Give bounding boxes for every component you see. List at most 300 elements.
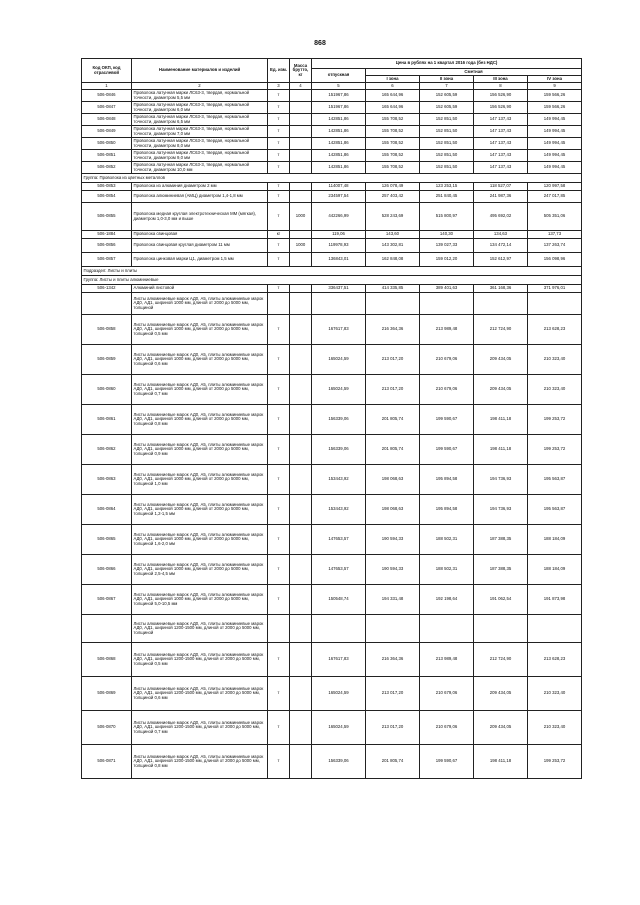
zone-4-price-cell: 188 184,09 (528, 555, 582, 585)
code-cell: 506-0850 (82, 138, 132, 150)
unit-cell: т (268, 183, 290, 191)
table-row (82, 90, 582, 102)
zone-3-price-cell: 147 137,43 (474, 162, 528, 174)
mass-cell (290, 375, 312, 405)
mass-cell (290, 253, 312, 267)
zone-3-price-cell: 191 062,54 (474, 585, 528, 615)
table-row (82, 150, 582, 162)
name-cell: Проволока латунная марки ЛС63-3, твердая, нормальной точности, диаметром 10,0 мм (132, 162, 268, 174)
name-cell: Листы алюминиевые марок АД0, А5, плиты алюминиевые марок АД0, АД1, шириной 1000 мм, длиной от 2000 до 5000 мм, толщиной 5,0-10,5 мм (132, 585, 268, 615)
table-row (82, 405, 582, 435)
page-number: 868 (314, 40, 326, 47)
code-cell: 506-0846 (82, 90, 132, 102)
group-row (82, 267, 582, 276)
unit-cell: т (268, 315, 290, 345)
table-body (82, 90, 582, 779)
unit-cell: т (268, 711, 290, 745)
zone-2-price-cell (420, 293, 474, 315)
zone-2-price-cell: 140,30 (420, 231, 474, 239)
zone-4-price-cell: 156 098,96 (528, 253, 582, 267)
release-price-cell: 442266,99 (312, 203, 366, 231)
mass-cell (290, 150, 312, 162)
release-price-cell: 165024,59 (312, 375, 366, 405)
mass-cell (290, 677, 312, 711)
name-cell: Листы алюминиевые марок АД0, А5, плиты алюминиевые марок АД0, АД1, шириной 1200-1500 мм, длиной от 2000 до 5000 мм, толщиной 0,6 мм (132, 677, 268, 711)
name-cell: Проволока алюминиевая (АМЦ) диаметром 1,4-1,8 мм (132, 191, 268, 203)
mass-cell (290, 555, 312, 585)
zone-4-price-cell: 505 351,06 (528, 203, 582, 231)
zone-2-price-cell: 152 851,50 (420, 150, 474, 162)
zone-1-price-cell: 201 805,74 (366, 435, 420, 465)
zone-4-price-cell: 149 994,45 (528, 114, 582, 126)
zone-2-price-cell: 210 679,06 (420, 677, 474, 711)
zone-4-price-cell: 195 563,87 (528, 465, 582, 495)
mass-cell (290, 435, 312, 465)
name-cell: Проволока латунная марки ЛС63-3, твердая, нормальной точности, диаметром 6,0 мм (132, 102, 268, 114)
zone-1-price-cell: 216 364,36 (366, 643, 420, 677)
release-price-cell: 142851,86 (312, 114, 366, 126)
code-cell: 506-0871 (82, 745, 132, 779)
code-cell: 506-0848 (82, 114, 132, 126)
unit-cell: т (268, 102, 290, 114)
release-price-cell: 165024,59 (312, 345, 366, 375)
unit-cell: кг (268, 231, 290, 239)
table-row (82, 293, 582, 315)
zone-1-price-cell: 190 594,33 (366, 525, 420, 555)
unit-cell: т (268, 191, 290, 203)
zone-1-price-cell: 155 708,52 (366, 126, 420, 138)
column-index: 3 (268, 83, 290, 90)
mass-cell (290, 90, 312, 102)
zone-1-price-cell: 201 805,74 (366, 745, 420, 779)
mass-cell (290, 405, 312, 435)
zone-2-price-cell: 192 198,64 (420, 585, 474, 615)
mass-cell: 1000 (290, 203, 312, 231)
table-row (82, 643, 582, 677)
zone-4-price-cell: 137 263,74 (528, 239, 582, 253)
zone-1-price-cell: 194 331,48 (366, 585, 420, 615)
table-row (82, 435, 582, 465)
group-row (82, 174, 582, 183)
unit-cell: т (268, 203, 290, 231)
zone-4-price-cell: 247 017,85 (528, 191, 582, 203)
release-price-cell: 147653,57 (312, 555, 366, 585)
code-cell (82, 293, 132, 315)
zone-3-price-cell: 187 388,35 (474, 525, 528, 555)
column-index: 4 (290, 83, 312, 90)
header-unit: Ед. изм. (268, 59, 290, 83)
zone-1-price-cell: 126 078,49 (366, 183, 420, 191)
group-title: Группа: Проволока из цветных металлов (82, 174, 582, 183)
unit-cell: т (268, 239, 290, 253)
code-cell: 506-0847 (82, 102, 132, 114)
name-cell: Листы алюминиевые марок АД0, А5, плиты алюминиевые марок АД0, АД1, шириной 1200-1500 мм, длиной от 2000 до 5000 мм, толщиной (132, 615, 268, 643)
table-row (82, 114, 582, 126)
zone-4-price-cell: 199 253,72 (528, 405, 582, 435)
zone-2-price-cell: 213 989,48 (420, 315, 474, 345)
unit-cell: т (268, 253, 290, 267)
header-release-price: отпускная (312, 69, 366, 83)
name-cell: Проволока латунная марки ЛС63-3, твердая, нормальной точности, диаметром 9,0 мм (132, 150, 268, 162)
zone-3-price-cell: 198 411,18 (474, 405, 528, 435)
mass-cell (290, 293, 312, 315)
table-row (82, 711, 582, 745)
zone-3-price-cell: 118 527,07 (474, 183, 528, 191)
zone-3-price-cell: 194 736,93 (474, 495, 528, 525)
mass-cell (290, 525, 312, 555)
column-index: 7 (420, 83, 474, 90)
header-code: Код ОКП, код отраслевой (82, 59, 132, 83)
code-cell (82, 615, 132, 643)
release-price-cell: 165024,59 (312, 677, 366, 711)
table-row (82, 585, 582, 615)
zone-4-price-cell: 149 994,45 (528, 162, 582, 174)
zone-3-price-cell: 209 434,05 (474, 677, 528, 711)
release-price-cell (312, 615, 366, 643)
zone-2-price-cell: 152 605,59 (420, 90, 474, 102)
code-cell: 506-0863 (82, 465, 132, 495)
code-cell: 506-0857 (82, 253, 132, 267)
zone-1-price-cell: 213 017,20 (366, 345, 420, 375)
code-cell: 506-0853 (82, 183, 132, 191)
code-cell: 506-0864 (82, 495, 132, 525)
table-row (82, 285, 582, 293)
zone-2-price-cell: 123 253,15 (420, 183, 474, 191)
zone-2-price-cell: 152 851,50 (420, 126, 474, 138)
header-zone-4: IV зона (528, 76, 582, 83)
zone-4-price-cell: 210 323,40 (528, 375, 582, 405)
code-cell: 506-0860 (82, 375, 132, 405)
zone-2-price-cell: 389 401,63 (420, 285, 474, 293)
zone-1-price-cell: 414 335,85 (366, 285, 420, 293)
mass-cell (290, 191, 312, 203)
zone-1-price-cell: 528 243,69 (366, 203, 420, 231)
zone-2-price-cell: 152 851,50 (420, 114, 474, 126)
table-row (82, 495, 582, 525)
mass-cell: 1000 (290, 239, 312, 253)
zone-3-price-cell: 194 736,93 (474, 465, 528, 495)
release-price-cell: 142851,86 (312, 126, 366, 138)
group-row (82, 276, 582, 285)
table-row (82, 231, 582, 239)
zone-1-price-cell: 216 364,36 (366, 315, 420, 345)
name-cell: Проволока свинцовая (132, 231, 268, 239)
name-cell: Листы алюминиевые марок АД0, А5, плиты алюминиевые марок АД0, АД1, шириной 1200-1500 мм, длиной от 2000 до 5000 мм, толщиной 0,7 мм (132, 711, 268, 745)
zone-2-price-cell: 195 894,58 (420, 495, 474, 525)
code-cell: 506-0856 (82, 239, 132, 253)
zone-2-price-cell: 139 027,33 (420, 239, 474, 253)
name-cell: Листы алюминиевые марок АД0, А5, плиты алюминиевые марок АД0, АД1, шириной 1200-1500 мм, длиной от 2000 до 5000 мм, толщиной 0,5 мм (132, 643, 268, 677)
code-cell: 506-0858 (82, 315, 132, 345)
name-cell: Листы алюминиевые марок АД0, А5, плиты алюминиевые марок АД0, АД1, шириной 1000 мм, длиной от 2000 до 5000 мм, толщиной 1,2-1,5 мм (132, 495, 268, 525)
code-cell: 506-0851 (82, 150, 132, 162)
release-price-cell: 153443,92 (312, 495, 366, 525)
release-price-cell: 142851,86 (312, 162, 366, 174)
zone-3-price-cell: 198 411,18 (474, 435, 528, 465)
table-row (82, 191, 582, 203)
release-price-cell: 156339,06 (312, 405, 366, 435)
zone-2-price-cell: 159 012,20 (420, 253, 474, 267)
price-table (81, 58, 582, 779)
unit-cell: т (268, 495, 290, 525)
name-cell: Алюминий листовой (132, 285, 268, 293)
zone-3-price-cell: 156 526,90 (474, 102, 528, 114)
release-price-cell: 234597,54 (312, 191, 366, 203)
zone-1-price-cell (366, 293, 420, 315)
header-name: Наименование материалов и изделий (132, 59, 268, 83)
name-cell: Листы алюминиевые марок АД0, А5, плиты алюминиевые марок АД0, АД1, шириной 1000 мм, длиной от 2000 до 5000 мм, толщиной 2,5-4,5 мм (132, 555, 268, 585)
zone-3-price-cell: 147 137,43 (474, 114, 528, 126)
name-cell: Проволока латунная марки ЛС63-3, твердая, нормальной точности, диаметром 5,5 мм (132, 90, 268, 102)
zone-4-price-cell (528, 293, 582, 315)
name-cell: Листы алюминиевые марок АД0, А5, плиты алюминиевые марок АД0, АД1, шириной 1000 мм, длиной от 2000 до 5000 мм, толщиной 1,6-2,0 мм (132, 525, 268, 555)
zone-2-price-cell: 210 679,06 (420, 345, 474, 375)
unit-cell: т (268, 677, 290, 711)
zone-2-price-cell: 152 851,50 (420, 162, 474, 174)
table-row (82, 253, 582, 267)
code-cell: 506-0854 (82, 191, 132, 203)
zone-4-price-cell: 371 976,01 (528, 285, 582, 293)
release-price-cell: 150548,74 (312, 585, 366, 615)
code-cell: 506-0849 (82, 126, 132, 138)
zone-4-price-cell: 210 323,40 (528, 677, 582, 711)
zone-3-price-cell: 187 388,35 (474, 555, 528, 585)
zone-4-price-cell: 199 253,72 (528, 435, 582, 465)
table-row (82, 315, 582, 345)
zone-2-price-cell: 188 502,31 (420, 555, 474, 585)
header-zone-2: II зона (420, 76, 474, 83)
name-cell: Листы алюминиевые марок АД0, А5, плиты алюминиевые марок АД0, АД1, шириной 1000 мм, длиной от 2000 до 5000 мм, толщиной (132, 293, 268, 315)
column-index: 8 (474, 83, 528, 90)
header-zone-3: III зона (474, 76, 528, 83)
name-cell: Листы алюминиевые марок АД0, А5, плиты алюминиевые марок АД0, АД1, шириной 1000 мм, длиной от 2000 до 5000 мм, толщиной 0,5 мм (132, 315, 268, 345)
zone-4-price-cell: 149 994,45 (528, 150, 582, 162)
table-row (82, 239, 582, 253)
unit-cell: т (268, 643, 290, 677)
code-cell: 506-0859 (82, 345, 132, 375)
mass-cell (290, 745, 312, 779)
zone-4-price-cell: 199 253,72 (528, 745, 582, 779)
column-index-row (82, 83, 582, 90)
unit-cell (268, 293, 290, 315)
table-row (82, 745, 582, 779)
zone-4-price-cell: 191 873,98 (528, 585, 582, 615)
zone-2-price-cell: 152 605,59 (420, 102, 474, 114)
zone-4-price-cell: 210 323,40 (528, 711, 582, 745)
code-cell: 506-0868 (82, 643, 132, 677)
header-estimate-price: Сметная (366, 69, 582, 76)
name-cell: Листы алюминиевые марок АД0, А5, плиты алюминиевые марок АД0, АД1, шириной 1000 мм, длиной от 2000 до 5000 мм, толщиной 0,7 мм (132, 375, 268, 405)
zone-2-price-cell: 210 679,06 (420, 375, 474, 405)
unit-cell: т (268, 90, 290, 102)
name-cell: Листы алюминиевые марок АД0, А5, плиты алюминиевые марок АД0, АД1, шириной 1000 мм, длиной от 2000 до 5000 мм, толщиной 1,0 мм (132, 465, 268, 495)
zone-3-price-cell: 147 137,43 (474, 150, 528, 162)
zone-3-price-cell (474, 293, 528, 315)
zone-1-price-cell (366, 615, 420, 643)
table-row (82, 555, 582, 585)
unit-cell: т (268, 162, 290, 174)
zone-2-price-cell: 188 502,31 (420, 525, 474, 555)
zone-4-price-cell: 213 628,23 (528, 315, 582, 345)
code-cell: 506-0862 (82, 435, 132, 465)
column-index: 6 (366, 83, 420, 90)
column-index: 1 (82, 83, 132, 90)
code-cell: 506-0866 (82, 555, 132, 585)
zone-3-price-cell: 134,63 (474, 231, 528, 239)
release-price-cell: 156339,06 (312, 435, 366, 465)
unit-cell: т (268, 745, 290, 779)
zone-1-price-cell: 213 017,20 (366, 711, 420, 745)
zone-1-price-cell: 257 403,42 (366, 191, 420, 203)
unit-cell: т (268, 150, 290, 162)
zone-1-price-cell: 190 594,33 (366, 555, 420, 585)
unit-cell: т (268, 555, 290, 585)
zone-2-price-cell: 195 894,58 (420, 465, 474, 495)
name-cell: Проволока свинцовая круглая диаметром 11 мм (132, 239, 268, 253)
release-price-cell: 119,06 (312, 231, 366, 239)
code-cell: 506-0861 (82, 405, 132, 435)
zone-2-price-cell (420, 615, 474, 643)
zone-1-price-cell: 198 068,63 (366, 495, 420, 525)
release-price-cell: 119978,93 (312, 239, 366, 253)
release-price-cell: 165024,59 (312, 711, 366, 745)
zone-1-price-cell: 155 708,52 (366, 138, 420, 150)
zone-1-price-cell: 213 017,20 (366, 677, 420, 711)
release-price-cell: 167617,83 (312, 643, 366, 677)
table-row (82, 126, 582, 138)
zone-2-price-cell: 199 590,67 (420, 435, 474, 465)
zone-1-price-cell: 155 708,52 (366, 162, 420, 174)
name-cell: Листы алюминиевые марок АД0, А5, плиты алюминиевые марок АД0, АД1, шириной 1000 мм, длиной от 2000 до 5000 мм, толщиной 0,9 мм (132, 435, 268, 465)
zone-1-price-cell: 143 302,81 (366, 239, 420, 253)
zone-2-price-cell: 251 840,45 (420, 191, 474, 203)
zone-2-price-cell: 152 851,50 (420, 138, 474, 150)
unit-cell (268, 615, 290, 643)
release-price-cell: 147653,57 (312, 525, 366, 555)
unit-cell: т (268, 465, 290, 495)
name-cell: Проволока из алюминия диаметром 2 мм (132, 183, 268, 191)
code-cell: 506-1342 (82, 285, 132, 293)
zone-3-price-cell: 198 411,18 (474, 745, 528, 779)
zone-1-price-cell: 165 644,96 (366, 90, 420, 102)
mass-cell (290, 183, 312, 191)
mass-cell (290, 138, 312, 150)
unit-cell: т (268, 138, 290, 150)
zone-1-price-cell: 162 848,08 (366, 253, 420, 267)
zone-3-price-cell: 361 168,36 (474, 285, 528, 293)
zone-3-price-cell: 495 692,02 (474, 203, 528, 231)
unit-cell: т (268, 405, 290, 435)
zone-3-price-cell: 209 434,05 (474, 375, 528, 405)
zone-2-price-cell: 199 590,67 (420, 405, 474, 435)
release-price-cell: 167617,83 (312, 315, 366, 345)
mass-cell (290, 162, 312, 174)
mass-cell (290, 615, 312, 643)
zone-4-price-cell: 188 184,09 (528, 525, 582, 555)
code-cell: 506-0865 (82, 525, 132, 555)
table-row (82, 677, 582, 711)
unit-cell: т (268, 345, 290, 375)
zone-3-price-cell: 209 434,05 (474, 711, 528, 745)
release-price-cell: 153443,92 (312, 465, 366, 495)
release-price-cell: 142851,86 (312, 138, 366, 150)
zone-4-price-cell: 213 628,23 (528, 643, 582, 677)
unit-cell: т (268, 435, 290, 465)
name-cell: Проволока цинковая марки Ц1, диаметром 1,5 мм (132, 253, 268, 267)
name-cell: Проволока латунная марки ЛС63-3, твердая, нормальной точности, диаметром 8,0 мм (132, 138, 268, 150)
mass-cell (290, 585, 312, 615)
release-price-cell: 114007,48 (312, 183, 366, 191)
release-price-cell: 142851,86 (312, 150, 366, 162)
header-zone-1: I зона (366, 76, 420, 83)
unit-cell: т (268, 585, 290, 615)
release-price-cell: 151967,86 (312, 90, 366, 102)
table-row (82, 183, 582, 191)
table-row (82, 102, 582, 114)
column-index: 5 (312, 83, 366, 90)
mass-cell (290, 465, 312, 495)
release-price-cell: 136843,01 (312, 253, 366, 267)
zone-3-price-cell: 209 434,05 (474, 345, 528, 375)
zone-1-price-cell: 165 644,96 (366, 102, 420, 114)
zone-4-price-cell (528, 615, 582, 643)
mass-cell (290, 102, 312, 114)
unit-cell: т (268, 525, 290, 555)
zone-3-price-cell: 147 137,43 (474, 126, 528, 138)
zone-2-price-cell: 210 679,06 (420, 711, 474, 745)
column-index: 9 (528, 83, 582, 90)
mass-cell (290, 345, 312, 375)
table-row (82, 162, 582, 174)
table-row (82, 203, 582, 231)
zone-2-price-cell: 213 989,48 (420, 643, 474, 677)
zone-1-price-cell: 198 068,63 (366, 465, 420, 495)
group-title: Подраздел: Листы и плиты (82, 267, 582, 276)
code-cell: 506-0855 (82, 203, 132, 231)
zone-3-price-cell: 147 137,43 (474, 138, 528, 150)
zone-4-price-cell: 195 563,87 (528, 495, 582, 525)
unit-cell: т (268, 375, 290, 405)
table-row (82, 345, 582, 375)
zone-2-price-cell: 515 800,97 (420, 203, 474, 231)
zone-1-price-cell: 143,60 (366, 231, 420, 239)
mass-cell (290, 315, 312, 345)
table-row (82, 465, 582, 495)
mass-cell (290, 495, 312, 525)
release-price-cell: 156339,06 (312, 745, 366, 779)
zone-2-price-cell: 199 590,67 (420, 745, 474, 779)
header-mass: Масса брутто, кг (290, 59, 312, 83)
zone-1-price-cell: 155 708,52 (366, 150, 420, 162)
zone-4-price-cell: 159 566,26 (528, 102, 582, 114)
code-cell: 506-0869 (82, 677, 132, 711)
zone-4-price-cell: 149 994,45 (528, 126, 582, 138)
zone-3-price-cell: 134 472,14 (474, 239, 528, 253)
name-cell: Листы алюминиевые марок АД0, А5, плиты алюминиевые марок АД0, АД1, шириной 1000 мм, длиной от 2000 до 5000 мм, толщиной 0,8 мм (132, 405, 268, 435)
zone-4-price-cell: 210 323,40 (528, 345, 582, 375)
mass-cell (290, 711, 312, 745)
zone-1-price-cell: 213 017,20 (366, 375, 420, 405)
zone-3-price-cell: 212 724,90 (474, 315, 528, 345)
zone-3-price-cell: 241 987,36 (474, 191, 528, 203)
table-row (82, 375, 582, 405)
release-price-cell (312, 293, 366, 315)
name-cell: Проволока латунная марки ЛС63-3, твердая, нормальной точности, диаметром 6,5 мм (132, 114, 268, 126)
name-cell: Проволока медная круглая электротехническая ММ (мягкая), диаметром 1,0-3,0 мм и выше (132, 203, 268, 231)
mass-cell (290, 126, 312, 138)
mass-cell (290, 114, 312, 126)
mass-cell (290, 643, 312, 677)
